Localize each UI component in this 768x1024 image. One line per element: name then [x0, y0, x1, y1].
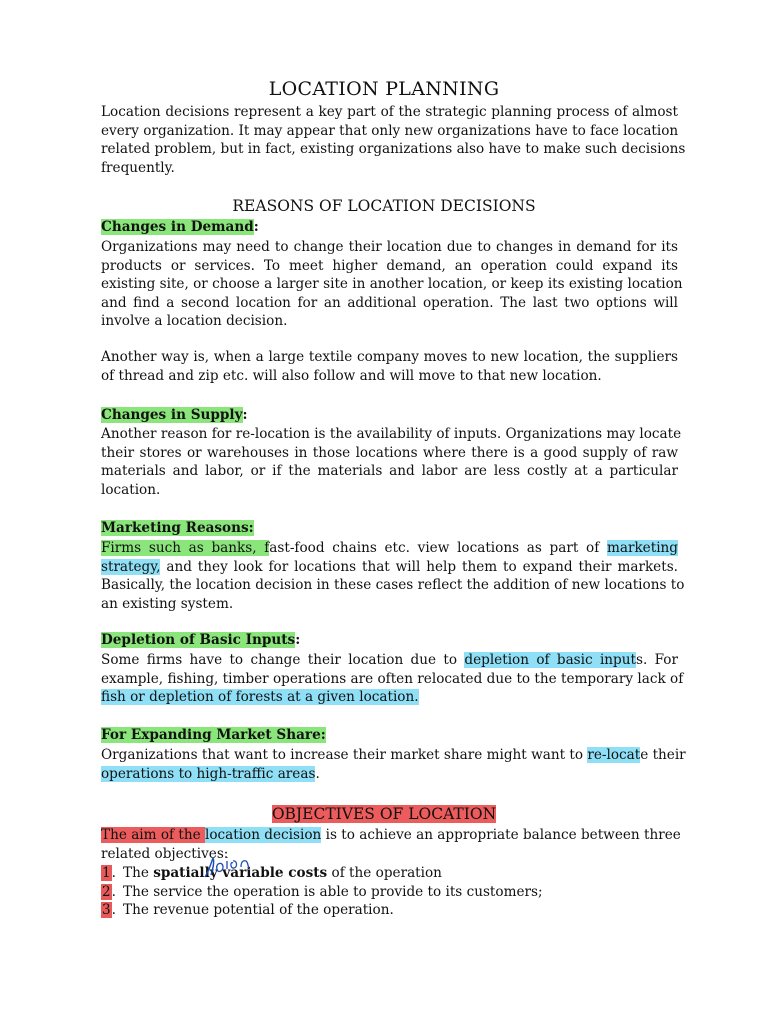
bold-text: spatially variable costs — [153, 865, 328, 881]
text-run: of the operation — [327, 865, 442, 881]
marketing-paragraph — [101, 539, 685, 613]
text-run: is to achieve an appropriate balance between three — [321, 827, 681, 843]
demand-heading — [101, 218, 678, 236]
text-run: s. For — [635, 652, 678, 668]
list-item — [101, 864, 678, 883]
text-run: The revenue potential of the operation. — [123, 902, 394, 919]
highlight-blue: marketing — [606, 540, 678, 556]
list-item — [101, 901, 678, 920]
demand-paragraph-2 — [101, 348, 678, 385]
text-run: Organizations that want to increase their market share might want to — [101, 747, 588, 763]
objectives-heading — [0, 804, 768, 824]
objectives-list — [101, 864, 678, 920]
marketing-heading-text: Marketing Reasons: — [101, 520, 254, 536]
text-run: The service the operation is able to provide to its customers; — [123, 883, 543, 900]
demand-heading-text: Changes in Demand — [101, 219, 254, 235]
reasons-heading: REASONS OF LOCATION DECISIONS — [232, 197, 536, 215]
highlight-green: Firms such as banks, f — [101, 540, 270, 556]
highlight-red: The aim of the — [101, 827, 205, 843]
highlight-blue: location decision — [204, 827, 322, 843]
supply-line: their stores or warehouses in those locations where there is a good supply of raw — [101, 444, 678, 461]
supply-line: materials and labor, or if the materials and labor are less costly at a particular — [101, 463, 678, 480]
intro-paragraph — [101, 103, 686, 177]
text-run: . — [315, 765, 320, 782]
text-run: Some firms have to change their location due to — [101, 652, 465, 668]
supply-paragraph — [101, 425, 682, 499]
highlight-blue: operations to high-traffic areas — [101, 765, 316, 782]
text-run: ast-food chains etc. view locations as part of — [269, 540, 607, 556]
text-run: and they look for locations that will help them to expand their markets. — [160, 558, 678, 575]
number-highlight: 3 — [102, 902, 111, 919]
list-number: 1. — [102, 865, 116, 881]
number-highlight: 1 — [102, 865, 111, 881]
expanding-heading-text: For Expanding Market Share: — [101, 727, 326, 743]
list-number: 2. — [102, 883, 116, 900]
demand-line: and find a second location for an additional operation. The last two options will — [101, 294, 678, 311]
depletion-line — [101, 651, 678, 670]
objectives-heading-text: OBJECTIVES OF LOCATION — [271, 805, 497, 823]
intro-line: every organization. It may appear that only new organizations have to face location — [101, 122, 679, 139]
intro-line: frequently. — [101, 159, 175, 176]
page-title: LOCATION PLANNING — [268, 78, 500, 100]
list-number: 3. — [102, 902, 116, 919]
expanding-line — [101, 746, 686, 765]
supply-line: Another reason for re-location is the availability of inputs. Organizations may locate — [101, 426, 682, 442]
demand-line: Organizations may need to change their location due to changes in demand for its — [101, 239, 678, 255]
marketing-line — [101, 558, 678, 577]
depletion-line — [101, 688, 678, 707]
objectives-paragraph — [101, 826, 681, 863]
depletion-heading-colon: : — [295, 632, 301, 648]
highlight-blue: fish or depletion of forests at a given location. — [101, 689, 419, 706]
depletion-heading-text: Depletion of Basic Inputs — [101, 632, 296, 648]
depletion-paragraph — [101, 651, 684, 707]
list-item — [101, 883, 678, 902]
demand-line: Another way is, when a large textile company moves to new location, the suppliers — [101, 349, 678, 365]
depletion-heading — [101, 631, 678, 649]
handwritten-annotation-icon — [203, 849, 257, 879]
demand-heading-colon: : — [253, 219, 259, 235]
marketing-line: an existing system. — [101, 595, 234, 612]
intro-line: Location decisions represent a key part of the strategic planning process of almost — [101, 104, 678, 120]
depletion-line: example, fishing, timber operations are often relocated due to the temporary lack of — [101, 670, 684, 687]
intro-line: related problem, but in fact, existing organizations also have to make such decisions — [101, 141, 686, 158]
supply-heading-colon: : — [242, 407, 248, 423]
objectives-line: related objectives: — [101, 845, 229, 862]
expanding-paragraph — [101, 746, 686, 783]
demand-paragraph-1 — [101, 238, 683, 331]
highlight-blue: strategy, — [101, 558, 161, 575]
text-run: e their — [640, 747, 686, 763]
text-run: The — [123, 865, 154, 881]
expanding-line — [101, 765, 678, 784]
expanding-heading — [101, 726, 678, 744]
supply-line: location. — [101, 481, 161, 498]
highlight-blue: depletion of basic input — [464, 652, 636, 668]
marketing-line — [101, 539, 678, 558]
supply-heading — [101, 406, 678, 424]
demand-line: existing site, or choose a larger site in another location, or keep its existing location — [101, 276, 683, 293]
demand-line: products or services. To meet higher demand, an operation could expand its — [101, 257, 678, 274]
marketing-line: Basically, the location decision in these cases reflect the addition of new locations to — [101, 577, 685, 594]
number-highlight: 2 — [102, 883, 111, 900]
objectives-line — [101, 826, 681, 845]
supply-heading-text: Changes in Supply — [101, 407, 243, 423]
demand-line: of thread and zip etc. will also follow and will move to that new location. — [101, 367, 602, 384]
marketing-heading — [101, 519, 678, 537]
highlight-blue: re-locat — [587, 747, 641, 763]
demand-line: involve a location decision. — [101, 313, 288, 330]
